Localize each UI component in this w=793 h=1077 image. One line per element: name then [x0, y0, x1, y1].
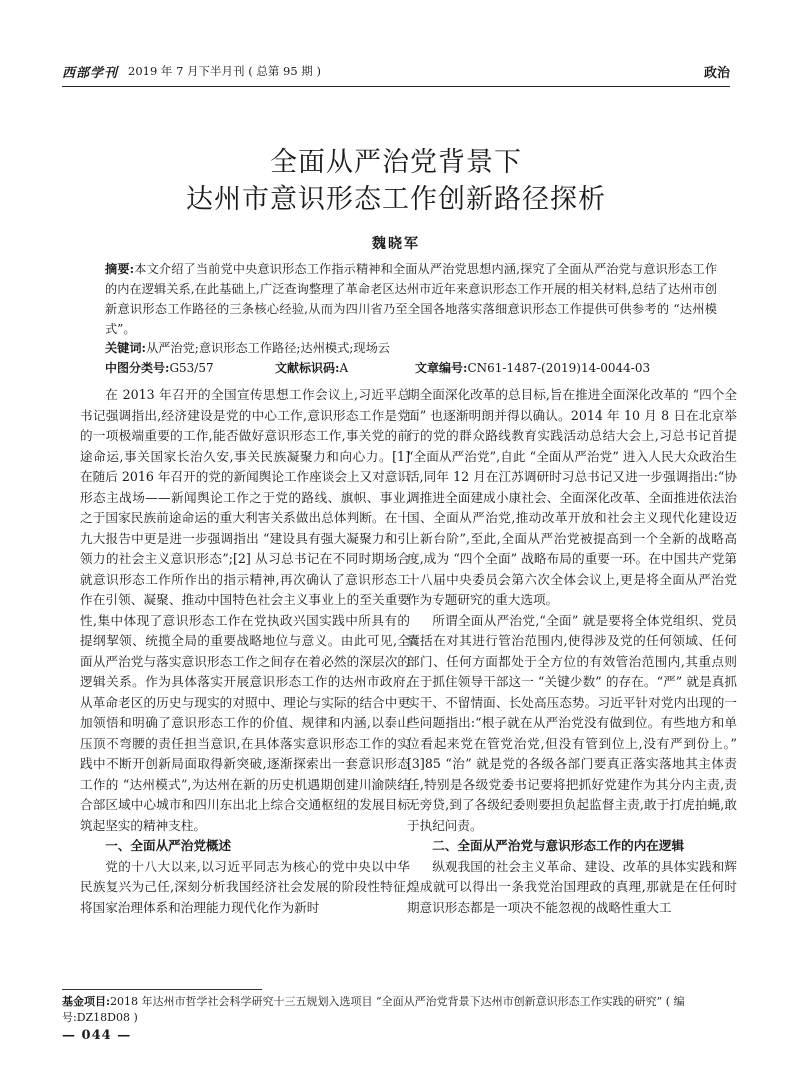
keywords [105, 339, 717, 357]
body-paragraph: 在 2013 年召开的全国宣传思想工作会议上,习近平总书记强调指出,经济建设是党的中心工作,意识形态工作是党的一项极端重要的工作,能否做好意识形态工作,事关党的前途命运,事关国家长治久安,事关民族凝聚力和向心力。[1] 在随后 2016 年召开的党的新闻舆论工作座谈会上又对意识形态主战场——新闻舆论工作之于党的路线、旗帜、事业,之于国家民族前途命运的重大利害关系做出总体判断。在十九大报告中更是进一步强调指出 “建设具有强大凝聚力和引领力的社会主义意识形态”;[2] 从习总书记在不同时期场合就意识形态工作所作出的指示精神,再次确认了意识形态工作在引领、凝聚、推动中国特色社会主义事业上的至关重要性,集中体现了意识形态工作在党执政兴国实践中所具有的提纲挈领、统揽全局的重要战略地位与意义。由此可见,全面从严治党与落实意识形态工作之间存在着必然的深层次的逻辑关系。作为具体落实开展意识形态工作的达州市政府,从革命老区的历史与现实的对照中、理论与实际的结合中更加领悟和明确了意识形态工作的价值、规律和内涵,以泰山压顶不弯腰的责任担当意识,在具体落实意识形态工作的实践中不断开创新局面取得新突破,逐渐探索出一套意识形态工作的 “达州模式”,为达州在新的历史机遇期创建川渝陕结合部区域中心城市和四川东出北上综合交通枢纽的发展目标筑起坚实的精神支柱。 [80, 387, 410, 833]
journal-logo: 西部学刊 [62, 66, 119, 81]
abstract-label: 摘要: [105, 262, 135, 276]
abstract [105, 259, 717, 339]
author-name: 魏晓军 [372, 236, 420, 252]
doc-code-label: 文献标识码: [275, 361, 340, 375]
body-paragraph: 党的十八大以来,以习近平同志为核心的党中央以中华民族复兴为己任,深刻分析我国经济社会发展的阶段性特征,将国家治理体系和治理能力现代化作为新时 [80, 858, 410, 915]
clc-number [105, 360, 214, 376]
footnote [62, 994, 730, 1026]
keywords-text: 从严治党;意识形态工作路径;达州模式;现场云 [146, 341, 390, 355]
keywords-label: 关键词: [105, 341, 147, 355]
section-heading-1: 一、全面从严治党概述 [105, 838, 232, 853]
article-no-label: 文章编号: [415, 361, 468, 375]
issue-info: 2019 年 7 月下半月刊 ( 总第 95 期 ) [128, 64, 321, 78]
left-column [80, 385, 410, 918]
article-no-value: CN61-1487-(2019)14-0044-03 [467, 361, 651, 375]
abstract-text: 本文介绍了当前党中央意识形态工作指示精神和全面从严治党思想内涵,探究了全面从严治党与意识形态工作的内在逻辑关系,在此基础上,广泛查询整理了革命老区达州市近年来意识形态工作开展的相关材料,总结了达州市创新意识形态工作路径的三条核心经验,从而为四川省乃至全国各地落实落细意识形态工作提供可供参考的 “达州模式”。 [105, 262, 718, 336]
article-number [415, 360, 650, 376]
clc-label: 中图分类号: [105, 361, 170, 375]
article-title-line1: 全面从严治党背景下 [270, 147, 522, 178]
doc-code-value: A [339, 361, 349, 375]
section-tag: 政治 [703, 66, 730, 81]
clc-value: G53/57 [169, 361, 214, 375]
right-column [407, 385, 737, 918]
body-paragraph: 纵观我国的社会主义革命、建设、改革的具体实践和辉煌成就可以得出一条我党治国理政的真理,那就是在任何时期意识形态都是一项决不能忽视的战略性重大工 [407, 858, 737, 915]
header-rule [62, 86, 730, 87]
footnote-text: 2018 年达州市哲学社会科学研究十三五规划入选项目 “全面从严治党背景下达州市创新意识形态工作实践的研究” ( 编号:DZ18D08 ) [62, 995, 685, 1024]
running-header [62, 62, 730, 82]
footnote-label: 基金项目: [62, 995, 111, 1008]
article-title-line2: 达州市意识形态工作创新路径探析 [186, 184, 606, 215]
footnote-rule [62, 989, 262, 990]
body-paragraph: 所谓全面从严治党,“全面” 就是要将全体党组织、党员囊括在对其进行管治范围内,使得涉及党的任何领域、任何部门、任何方面都处于全方位的有效管治范围内,其重点则在于抓住领导干部这一 “关键少数” 的存在。“严” 就是真抓实干、不留情面、长处高压态势。习近平针对党内出现的一些问题指出:“根子就在从严治党没有做到位。有些地方和单位看起来党在管党治党,但没有管到位上,没有严到份上。” [3]85 “治” 就是党的各级各部门要真正落实落地其主体责任,特别是各级党委书记要将把抓好党建作为其分内主责,责无旁贷,到了各级纪委则要担负起监督主责,敢于打虎拍蝇,敢于执纪问责。 [407, 612, 737, 833]
section-heading-2: 二、全面从严治党与意识形态工作的内在逻辑 [432, 838, 685, 853]
page-number: — 044 — [62, 1028, 132, 1043]
document-code [275, 360, 348, 376]
body-paragraph: 期全面深化改革的总目标,旨在推进全面深化改革的 “四个全面” 也逐渐明朗并得以确认。2014 年 10 月 8 日在北京举行的党的群众路线教育实践活动总结大会上,习总书记首提 “全面从严治党”,自此 “全面从严治党” 进入人民大众政治生活,同年 12 月在江苏调研时习总书记又进一步强调指出:“协调推进全面建成小康社会、全面深化改革、全面推进依法治国、全面从严治党,推动改革开放和社会主义现代化建设迈上新台阶”,至此,全面从严治党被提高到一个全新的战略高度,成为 “四个全面” 战略布局的重要一环。在中国共产党第十八届中央委员会第六次全体会议上,更是将全面从严治党作为专题研究的重大选项。 [407, 387, 737, 607]
